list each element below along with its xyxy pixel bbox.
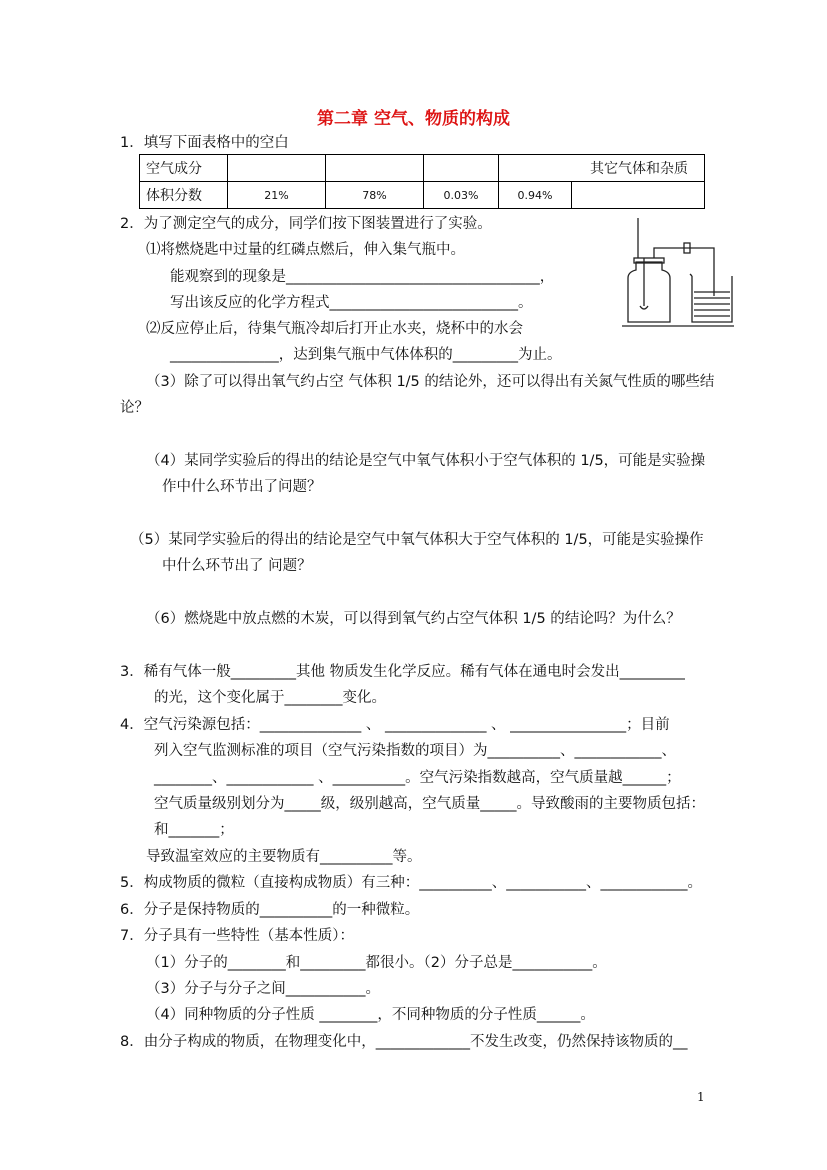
q7-3: （3）分子与分子之间___________。 — [146, 981, 380, 997]
q2-2-blank: _______________，达到集气瓶中气体体积的_________为止。 — [170, 347, 562, 363]
table-cell: 0.94% — [499, 182, 572, 209]
q2-1: ⑴将燃烧匙中过量的红磷点燃后，伸入集气瓶中。 — [146, 242, 465, 258]
q3: 3．稀有气体一般_________其他 物质发生化学反应。稀有气体在通电时会发出_________ — [120, 664, 685, 680]
q4-cont1: 列入空气监测标准的项目（空气污染指数的项目）为__________、____________、 — [154, 743, 676, 759]
q2-5: （5）某同学实验后的得出的结论是空气中氧气体积大于空气体积的 1/5，可能是实验操作 — [130, 532, 704, 548]
q2-3-cont: 论？ — [120, 400, 149, 416]
table-cell — [326, 155, 424, 182]
table-cell: 空气成分 — [140, 155, 228, 182]
page-title: 第二章 空气、物质的构成 — [317, 109, 510, 129]
table-cell: 0.03% — [424, 182, 499, 209]
q5: 5．构成物质的微粒（直接构成物质）有三种：__________、___________、____________。 — [120, 875, 702, 891]
table-cell — [572, 182, 705, 209]
q2-2: ⑵反应停止后，待集气瓶冷却后打开止水夹，烧杯中的水会 — [146, 321, 523, 337]
q4-cont5: 导致温室效应的主要物质有__________等。 — [146, 849, 422, 865]
q2-6: （6）燃烧匙中放点燃的木炭，可以得到氧气约占空气体积 1/5 的结论吗？为什么？ — [146, 611, 681, 627]
q7-1: （1）分子的________和_________都很小。（2）分子总是___________。 — [146, 955, 607, 971]
q2-4-cont: 作中什么环节出了问题？ — [162, 479, 322, 495]
q4-cont3: 空气质量级别划分为_____级，级别越高，空气质量_____。导致酸雨的主要物质包括： — [154, 796, 705, 812]
q4: 4．空气污染源包括：______________ 、 ______________ 、 ________________；目前 — [120, 717, 670, 733]
table-cell: 其它气体和杂质 — [499, 155, 705, 182]
q2-prompt: 2．为了测定空气的成分，同学们按下图装置进行了实验。 — [120, 216, 492, 232]
q2-4: （4）某同学实验后的得出的结论是空气中氧气体积小于空气体积的 1/5，可能是实验操 — [146, 453, 706, 469]
table-cell: 体积分数 — [140, 182, 228, 209]
table-cell: 21% — [228, 182, 326, 209]
air-composition-table — [139, 154, 705, 209]
q2-1-equation: 写出该反应的化学方程式__________________________。 — [170, 295, 533, 311]
q2-5-cont: 中什么环节出了 问题？ — [162, 558, 312, 574]
q4-cont2: ________、____________ 、__________。空气污染指数越高，空气质量越______； — [154, 770, 681, 786]
q4-cont4: 和_______； — [154, 822, 234, 838]
q6: 6．分子是保持物质的__________的一种微粒。 — [120, 902, 420, 918]
q7-4: （4）同种物质的分子性质 ________，不同种物质的分子性质______。 — [146, 1007, 595, 1023]
q2-3: （3）除了可以得出氧气约占空 气体积 1/5 的结论外，还可以得出有关氮气性质的哪些结 — [146, 374, 715, 390]
q2-1-observation: 能观察到的现象是___________________________________， — [170, 269, 555, 285]
q3-cont: 的光，这个变化属于________变化。 — [154, 690, 386, 706]
q7: 7．分子具有一些特性（基本性质）： — [120, 928, 354, 944]
apparatus-diagram — [620, 218, 735, 330]
page-number: 1 — [697, 1090, 705, 1104]
q8: 8．由分子构成的物质，在物理变化中，_____________不发生改变，仍然保持该物质的__ — [120, 1034, 688, 1050]
table-cell — [424, 155, 499, 182]
table-cell: 78% — [326, 182, 424, 209]
table-cell — [228, 155, 326, 182]
q1-prompt: 1．填写下面表格中的空白 — [120, 135, 289, 151]
